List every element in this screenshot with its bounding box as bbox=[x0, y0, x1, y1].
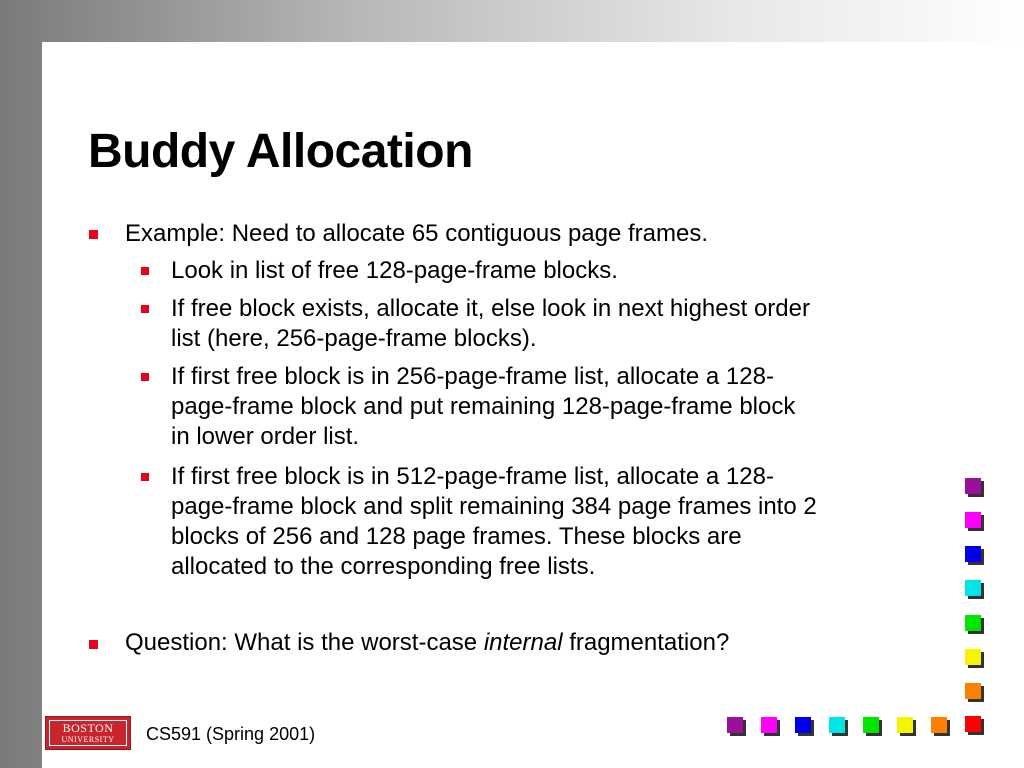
decor-square bbox=[931, 717, 947, 733]
subbullet-line: list (here, 256-page-frame blocks). bbox=[171, 325, 537, 352]
subbullet-line: Look in list of free 128-page-frame blocks. bbox=[171, 257, 618, 284]
subbullet-512-list bbox=[171, 462, 941, 582]
decor-square bbox=[965, 580, 981, 596]
decor-square bbox=[965, 546, 981, 562]
logo-line-boston: BOSTON bbox=[62, 721, 114, 735]
subbullet-marker bbox=[141, 305, 149, 313]
question-text-end: fragmentation? bbox=[562, 629, 730, 656]
question-emphasis: internal bbox=[483, 629, 563, 656]
subbullet-if-free-block-exists bbox=[171, 294, 941, 354]
subbullet-line: If first free block is in 256-page-frame list, allocate a 128- bbox=[171, 363, 774, 390]
subbullet-line: in lower order list. bbox=[171, 423, 360, 450]
subbullet-256-list bbox=[171, 362, 941, 452]
subbullet-look-in-list bbox=[171, 256, 941, 286]
subbullet-marker bbox=[141, 373, 149, 381]
decor-square bbox=[727, 717, 743, 733]
subbullet-line: If first free block is in 512-page-frame list, allocate a 128- bbox=[171, 463, 774, 490]
boston-university-logo bbox=[45, 716, 131, 750]
subbullet-line: blocks of 256 and 128 page frames. These blocks are bbox=[171, 523, 742, 550]
bullet-example: Example: Need to allocate 65 contiguous page frames. bbox=[125, 220, 709, 247]
logo-line-university: UNIVERSITY bbox=[61, 735, 115, 744]
bullet-marker bbox=[89, 640, 98, 649]
slide-title: Buddy Allocation bbox=[88, 125, 473, 178]
decor-square bbox=[863, 717, 879, 733]
subbullet-marker bbox=[141, 473, 149, 481]
decor-square bbox=[965, 716, 981, 732]
decor-square bbox=[965, 512, 981, 528]
subbullet-line: allocated to the corresponding free lists. bbox=[171, 553, 596, 580]
decor-square bbox=[829, 717, 845, 733]
decor-square bbox=[795, 717, 811, 733]
logo-inner-border bbox=[49, 720, 127, 746]
bullet-marker bbox=[89, 230, 98, 239]
question-text: Question: What is the worst-case bbox=[125, 629, 484, 656]
footer-course-label: CS591 (Spring 2001) bbox=[146, 724, 316, 744]
decor-square bbox=[897, 717, 913, 733]
subbullet-line: page-frame block and put remaining 128-page-frame block bbox=[171, 393, 796, 420]
decor-square bbox=[965, 649, 981, 665]
decor-square bbox=[965, 683, 981, 699]
subbullet-line: page-frame block and split remaining 384 page frames into 2 bbox=[171, 493, 817, 520]
subbullet-line: If free block exists, allocate it, else look in next highest order bbox=[171, 295, 810, 322]
decor-square bbox=[761, 717, 777, 733]
decor-square bbox=[965, 478, 981, 494]
subbullet-marker bbox=[141, 267, 149, 275]
bullet-question bbox=[125, 628, 729, 658]
decor-square bbox=[965, 615, 981, 631]
